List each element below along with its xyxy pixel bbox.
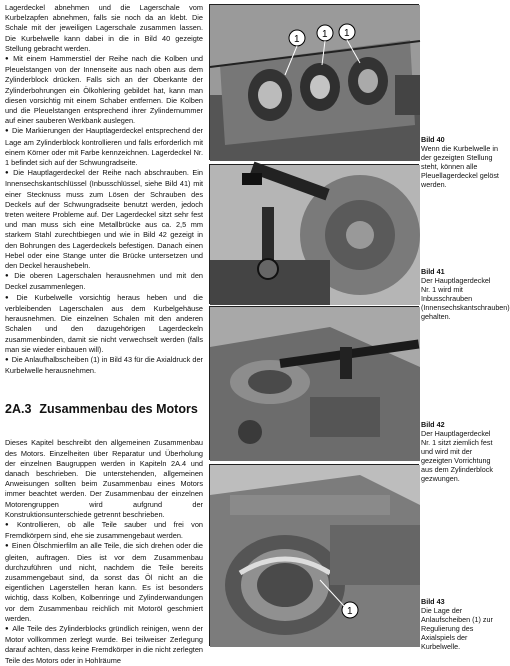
figure-43-callout: 1	[347, 606, 353, 617]
section-number: 2A.3	[5, 402, 32, 417]
engine-photo-hexkey	[210, 165, 420, 305]
figure-40-callout: 1	[322, 29, 328, 40]
engine-photo-crankshaft	[210, 5, 420, 161]
bullet-paragraph: ● Die Kurbelwelle vorsichtig heraus heben und die verbleibenden Lagerschalen aus dem Kurbelgehäuse herausnehmen. Die einzelnen Schalen mit den anderen Schalen und den dazugehörigen Lagerdeckeln zusammenbinden, damit sie nicht verwechselt werden (falls man sie wieder einbauen will).	[5, 293, 203, 355]
bullet-paragraph: ● Die Anlaufhalbscheiben (1) in Bild 43 für die Axialdruck der Kurbelwelle herausnehmen.	[5, 355, 203, 376]
figure-40-image	[209, 4, 419, 160]
figure-41-image	[209, 164, 419, 304]
figure-42-image	[209, 306, 419, 460]
figure-43-image	[209, 464, 419, 646]
figure-43-label: Bild 43	[421, 597, 445, 606]
bullet-paragraph: ● Kontrollieren, ob alle Teile sauber und frei von Fremdkörpern sind, ehe sie zusammengebaut werden.	[5, 520, 203, 541]
figure-41-caption	[421, 267, 510, 321]
engine-photo-thrust-washer	[210, 465, 420, 647]
figure-40-callout: 1	[294, 34, 300, 45]
figure-42-label: Bild 42	[421, 420, 445, 429]
figure-42-text: Der Hauptlagerdeckel Nr. 1 sitzt ziemlich fest und wird mit der gezeigten Vorrichtung aus dem Zylinderblock gezwungen.	[421, 429, 493, 483]
section-heading	[5, 402, 203, 416]
bullet-paragraph: ● Die Hauptlagerdeckel der Reihe nach abschrauben. Ein Innensechskantschlüssel (Inbusschlüssel, siehe Bild 41) mit einer Stecknuss muss zum Lösen der Schrauben des Deckels auf der Schwungradseite benutzt werden, jedoch treten weitere Probleme auf. Der Lagerdeckel sitzt sehr fest und man muss sich eine Metallbrücke aus ca. 2,5 mm starkem Stahl zurechtbiegen und wie in Bild 42 gezeigt in den Bohrungen des Lagerdeckels befestigen. Danach einen Hebel oder eine Stange unter die Brücke untersetzen und den Deckel heraushebeln.	[5, 168, 203, 271]
figure-43-caption	[421, 597, 499, 651]
figure-40-callout: 1	[344, 28, 350, 39]
bullet-paragraph: ● Einen Ölschmierfilm an alle Teile, die sich drehen oder die gleiten, auftragen. Dies ist vor dem Zusammenbau durchzuführen und nicht, nachdem die Teile bereits zusammengebaut sind, da sonst das Öl nicht an die eigentlichen Lagerstellen heran kann. Es ist besonders wichtig, dass Kolben, Kolbenringe und Zylinderwandungen vor dem Zusammenbau reichlich mit Motoröl geschmiert werden.	[5, 541, 203, 624]
figure-41-text: Der Hauptlagerdeckel Nr. 1 wird mit Inbusschrauben (Innensechskantschrauben) gehalten.	[421, 276, 510, 321]
figure-40-text: Wenn die Kurbelwelle in der gezeigten Stellung steht, können alle Pleuellagerdeckel gelöst werden.	[421, 144, 499, 189]
bullet-paragraph: ● Mit einem Hammerstiel der Reihe nach die Kolben und Pleuelstangen von der Innenseite aus nach oben aus dem Zylinderblock drücken. Falls sich an der Oberkante der Zylinderbohrungen ein Ölkohlering gebildet hat, kann man diesen vorsichtig mit einem Schaber entfernen. Die Kolben und die Pleuelstangen entsprechend ihrer Zylindernummer auf einer sauberen Werkbank auslegen.	[5, 54, 203, 126]
left-text-column	[5, 3, 203, 666]
figure-40-caption	[421, 135, 499, 189]
bullet-paragraph: ● Die Markierungen der Hauptlagerdeckel entsprechend der Lage am Zylinderblock kontrollieren und falls erforderlich mit einem Körner oder mit Farbe kennzeichnen. Lagerdeckel Nr. 1 befindet sich auf der Schwungradseite.	[5, 126, 203, 168]
bullet-paragraph: ● Alle Teile des Zylinderblocks gründlich reinigen, wenn der Motor vollkommen zerlegt wurde. Bei teilweiser Zerlegung darauf achten, dass keine Fremdkörper in die nicht zerlegten Teile des Motors oder in Hohlräume	[5, 624, 203, 666]
paragraph: Lagerdeckel abnehmen und die Lagerschale vom Kurbelzapfen abnehmen, falls sie noch da an klebt. Die Schale mit der jeweiligen Lagerschale zusammen lassen. Die Kurbelwelle kann dabei in die in Bild 40 gezeigte Stellung gebracht werden.	[5, 3, 203, 53]
bullet-paragraph: ● Die oberen Lagerschalen herausnehmen und mit den Deckel zusammenlegen.	[5, 271, 203, 292]
figure-41-label: Bild 41	[421, 267, 445, 276]
figure-43-text: Die Lage der Anlaufscheiben (1) zur Regulierung des Axialspiels der Kurbelwelle.	[421, 606, 493, 651]
paragraph: Dieses Kapitel beschreibt den allgemeinen Zusammenbau des Motors. Einzelheiten über Reparatur und Überholung der einzelnen Baugruppen werden in Kapiteln 2A.4 und danach beschrieben. Die unterstehenden, allgemeinen Anweisungen sollten beim Zusammenbau eines Motors immer beachtet werden. Der Zusammenbau der einzelnen Motorengruppen wird aufgrund der Konstruktionsunterschiede getrennt beschrieben.	[5, 438, 203, 519]
figure-40-label: Bild 40	[421, 135, 445, 144]
engine-photo-pry-bar	[210, 307, 420, 461]
section-title: Zusammenbau des Motors	[39, 402, 198, 417]
figure-42-caption	[421, 420, 499, 483]
